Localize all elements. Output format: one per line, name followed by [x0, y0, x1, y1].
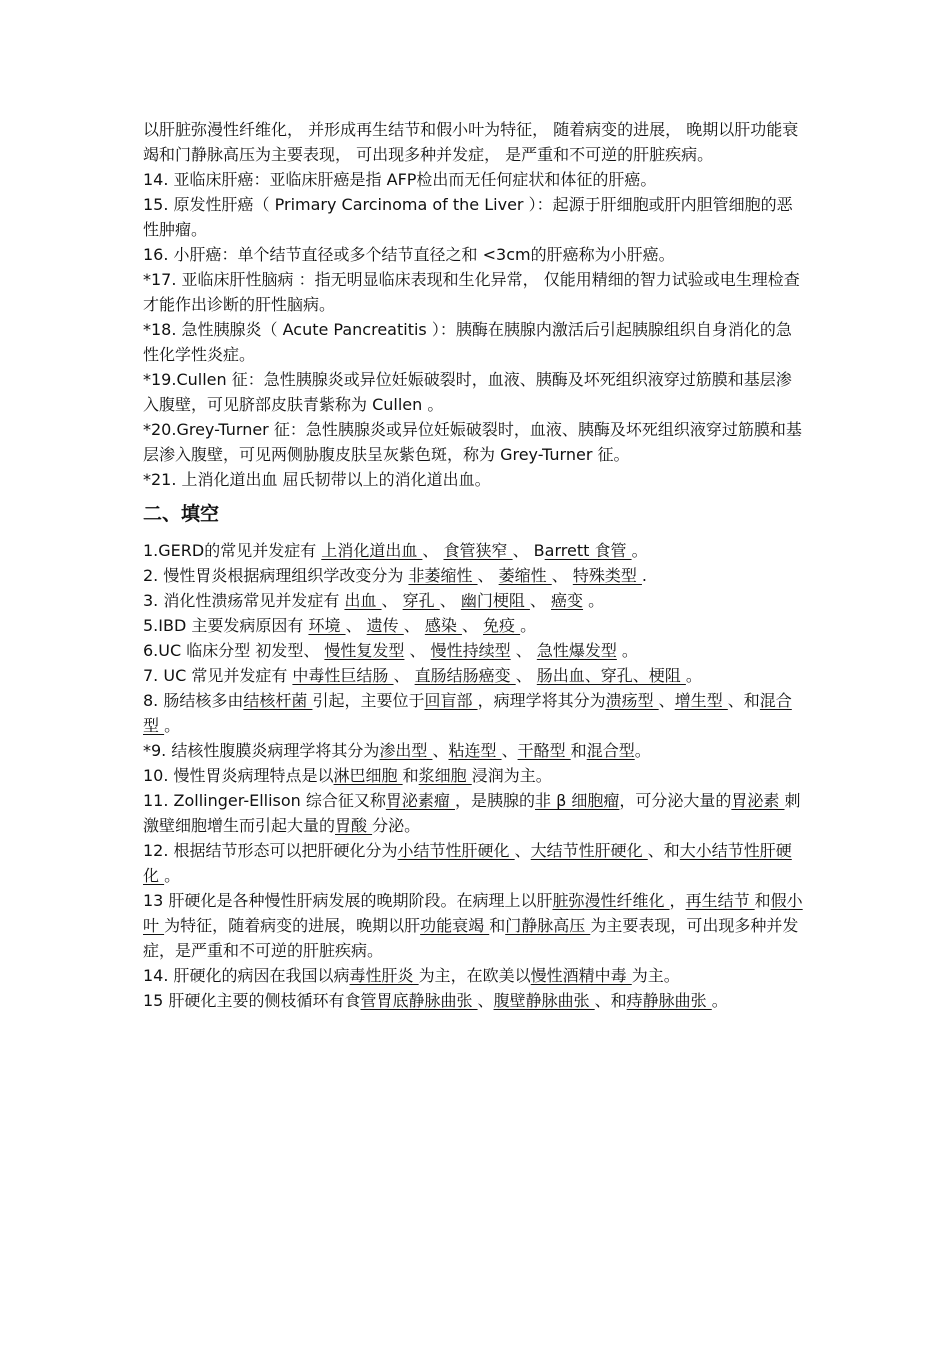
answer-blank: 环境: [308, 616, 346, 635]
answer-blank: 幽门梗阻: [460, 591, 530, 610]
question-text: 和: [489, 916, 506, 935]
question-text: 。: [583, 591, 605, 610]
question-text: 15 肝硬化主要的侧枝循环有食: [143, 991, 361, 1010]
question-text: 。: [711, 991, 728, 1010]
answer-blank: 大小结节性肝硬化: [143, 841, 792, 885]
question-text: 、: [461, 616, 484, 635]
definition-14: 14. 亚临床肝癌：亚临床肝癌是指 AFP检出而无任何症状和体征的肝癌。: [143, 170, 657, 189]
answer-blank: 渗出型: [379, 741, 433, 760]
question-text: 、: [404, 641, 431, 660]
answer-blank: 胃酸: [335, 816, 373, 835]
question-text: ，是胰腺的: [454, 791, 535, 810]
answer-blank: 出血: [344, 591, 382, 610]
answer-blank: 非 β 细胞瘤: [535, 791, 620, 810]
question-text: 10. 慢性胃炎病理特点是以: [143, 766, 334, 785]
answer-blank: 干酪型: [517, 741, 571, 760]
question-text: 、: [477, 566, 499, 585]
answer-blank: 假小叶: [143, 891, 803, 935]
question-text: 12. 根据结节形态可以把肝硬化分为: [143, 841, 398, 860]
question-text: 1.GERD的常见并发症有: [143, 541, 322, 560]
answer-blank: 脏弥漫性纤维化: [552, 891, 670, 910]
question-text: 、: [477, 991, 494, 1010]
answer-blank: 门静脉高压: [505, 916, 591, 935]
answer-blank: 再生结节: [685, 891, 755, 910]
definition-continuation: 以肝脏弥漫性纤维化， 并形成再生结节和假小叶为特征， 随着病变的进展， 晚期以肝功能衰竭和门静脉高压为主要表现， 可出现多种并发症， 是严重和不可逆的肝脏疾病。: [143, 120, 799, 164]
fill-item: [143, 638, 807, 663]
answer-blank: 胃泌素瘤: [385, 791, 455, 810]
answer-blank: 中毒性巨结肠: [292, 666, 394, 685]
question-text: 引起，主要位于: [312, 691, 425, 710]
fill-item: [143, 663, 807, 688]
answer-blank: 慢性复发型: [324, 641, 405, 660]
definition-20: *20.Grey-Turner 征：急性胰腺炎或异位妊娠破裂时，血液、胰酶及坏死组织液穿过筋膜和基层渗入腹壁，可见两侧胁腹皮肤呈灰紫色斑，称为 Grey-Turner 征。: [143, 420, 802, 464]
answer-blank: 胃泌素: [731, 791, 785, 810]
answer-blank: arrett 食管: [544, 541, 632, 560]
answer-blank: 浆细胞: [418, 766, 472, 785]
fill-item: [143, 613, 807, 638]
question-text: ，: [669, 891, 686, 910]
definition-15: 15. 原发性肝癌（ Primary Carcinoma of the Liver ）：起源于肝细胞或肝内胆管细胞的恶性肿瘤。: [143, 195, 793, 239]
answer-blank: 感染: [424, 616, 462, 635]
fill-item: [143, 988, 807, 1013]
question-text: 。: [616, 641, 638, 660]
answer-blank: 免疫: [483, 616, 521, 635]
definition-16: 16. 小肝癌：单个结节直径或多个结节直径之和 <3cm的肝癌称为小肝癌。: [143, 245, 675, 264]
fill-item: [143, 738, 807, 763]
answer-blank: 穿孔: [402, 591, 440, 610]
answer-blank: 毒性肝炎: [349, 966, 419, 985]
answer-blank: 管胃底静脉曲张: [360, 991, 478, 1010]
fill-item: [143, 588, 807, 613]
question-text: 、: [393, 666, 415, 685]
answer-blank: 混合型: [586, 741, 635, 760]
answer-blank: 粘连型: [448, 741, 502, 760]
answer-blank: 混合型: [143, 691, 792, 735]
question-text: 7. UC 常见并发症有: [143, 666, 293, 685]
question-text: 和: [754, 891, 771, 910]
definition-18: *18. 急性胰腺炎（ Acute Pancreatitis ）：胰酶在胰腺内激活后引起胰腺组织自身消化的急性化学性炎症。: [143, 320, 792, 364]
fill-in-section: [143, 538, 807, 1013]
question-text: 3. 消化性溃疡常见并发症有: [143, 591, 345, 610]
question-text: ，可分泌大量的: [619, 791, 732, 810]
question-text: 、: [529, 591, 552, 610]
question-text: 、 B: [512, 541, 545, 560]
answer-blank: 淋巴细胞: [333, 766, 403, 785]
question-text: 、: [551, 566, 573, 585]
question-text: 14. 肝硬化的病因在我国以病: [143, 966, 350, 985]
fill-item: [143, 788, 807, 838]
question-text: 、: [501, 741, 518, 760]
question-text: ，病理学将其分为: [477, 691, 606, 710]
question-text: 为特征，随着病变的进展，晚期以肝: [164, 916, 421, 935]
answer-blank: 癌变: [551, 591, 584, 610]
answer-blank: 遗传: [366, 616, 404, 635]
section-title: 二、填空: [143, 503, 220, 525]
answer-blank: 特殊类型: [572, 566, 642, 585]
question-text: 、: [514, 841, 531, 860]
answer-blank: 肠出血、穿孔、梗阻: [536, 666, 686, 685]
fill-item: [143, 888, 807, 963]
answer-blank: 功能衰竭: [420, 916, 490, 935]
question-text: 为主，在欧美以: [418, 966, 531, 985]
question-text: 。: [685, 666, 702, 685]
answer-blank: 慢性酒精中毒: [530, 966, 632, 985]
question-text: 6.UC 临床分型 初发型、: [143, 641, 325, 660]
question-text: 、: [422, 541, 444, 560]
fill-item: [143, 963, 807, 988]
answer-blank: 痔静脉曲张: [626, 991, 712, 1010]
answer-blank: 大结节性肝硬化: [530, 841, 648, 860]
fill-item: [143, 763, 807, 788]
answer-blank: 腹壁静脉曲张: [493, 991, 595, 1010]
answer-blank: 非萎缩性: [408, 566, 478, 585]
question-text: 和: [402, 766, 419, 785]
answer-blank: 上消化道出血: [321, 541, 423, 560]
question-text: 8. 肠结核多由: [143, 691, 244, 710]
question-text: 。: [164, 866, 181, 885]
question-text: 。: [631, 541, 648, 560]
answer-blank: 结核杆菌: [243, 691, 313, 710]
answer-blank: 食管狭窄: [443, 541, 513, 560]
definitions-section: [143, 117, 807, 492]
fill-item: [143, 838, 807, 888]
document-page: [143, 117, 807, 1013]
answer-blank: 增生型: [674, 691, 728, 710]
question-text: 、: [381, 591, 403, 610]
question-text: 11. Zollinger-Ellison 综合征又称: [143, 791, 386, 810]
question-text: 2. 慢性胃炎根据病理组织学改变分为: [143, 566, 409, 585]
question-text: 、和: [594, 991, 627, 1010]
answer-blank: 急性爆发型: [536, 641, 617, 660]
fill-item: [143, 538, 807, 563]
question-text: 、: [658, 691, 675, 710]
question-text: 、: [439, 591, 461, 610]
definition-21: *21. 上消化道出血 屈氏韧带以上的消化道出血。: [143, 470, 491, 489]
answer-blank: 萎缩性: [498, 566, 552, 585]
question-text: 、: [403, 616, 425, 635]
definition-17: *17. 亚临床肝性脑病 ：指无明显临床表现和生化异常， 仅能用精细的智力试验或电生理检查才能作出诊断的肝性脑病。: [143, 270, 800, 314]
question-text: 、和: [647, 841, 680, 860]
question-text: 为主要表现，可出现多种并发症，是严重和不可逆的肝脏疾病。: [143, 916, 799, 960]
question-text: 、: [345, 616, 367, 635]
question-text: 、: [515, 666, 537, 685]
question-text: 、: [432, 741, 449, 760]
answer-blank: 回盲部: [424, 691, 478, 710]
question-text: *9. 结核性腹膜炎病理学将其分为: [143, 741, 380, 760]
question-text: 5.IBD 主要发病原因有: [143, 616, 309, 635]
question-text: 浸润为主。: [471, 766, 552, 785]
answer-blank: 溃疡型: [605, 691, 659, 710]
question-text: 。: [164, 716, 181, 735]
question-text: .: [641, 566, 648, 585]
answer-blank: 慢性持续型: [430, 641, 511, 660]
answer-blank: 直肠结肠癌变: [414, 666, 516, 685]
question-text: 、: [510, 641, 537, 660]
question-text: 、和: [727, 691, 760, 710]
question-text: 分泌。: [372, 816, 421, 835]
definition-19: *19.Cullen 征：急性胰腺炎或异位妊娠破裂时，血液、胰酶及坏死组织液穿过筋膜和基层渗入腹壁，可见脐部皮肤青紫称为 Cullen 。: [143, 370, 792, 414]
question-text: 13 肝硬化是各种慢性肝病发展的晚期阶段。在病理上以肝: [143, 891, 553, 910]
question-text: 为主。: [631, 966, 680, 985]
fill-item: [143, 563, 807, 588]
question-text: 和: [570, 741, 587, 760]
question-text: 刺激壁细胞增生而引起大量的: [143, 791, 801, 835]
fill-item: [143, 688, 807, 738]
question-text: 。: [520, 616, 537, 635]
answer-blank: 小结节性肝硬化: [397, 841, 515, 860]
question-text: 。: [634, 741, 651, 760]
